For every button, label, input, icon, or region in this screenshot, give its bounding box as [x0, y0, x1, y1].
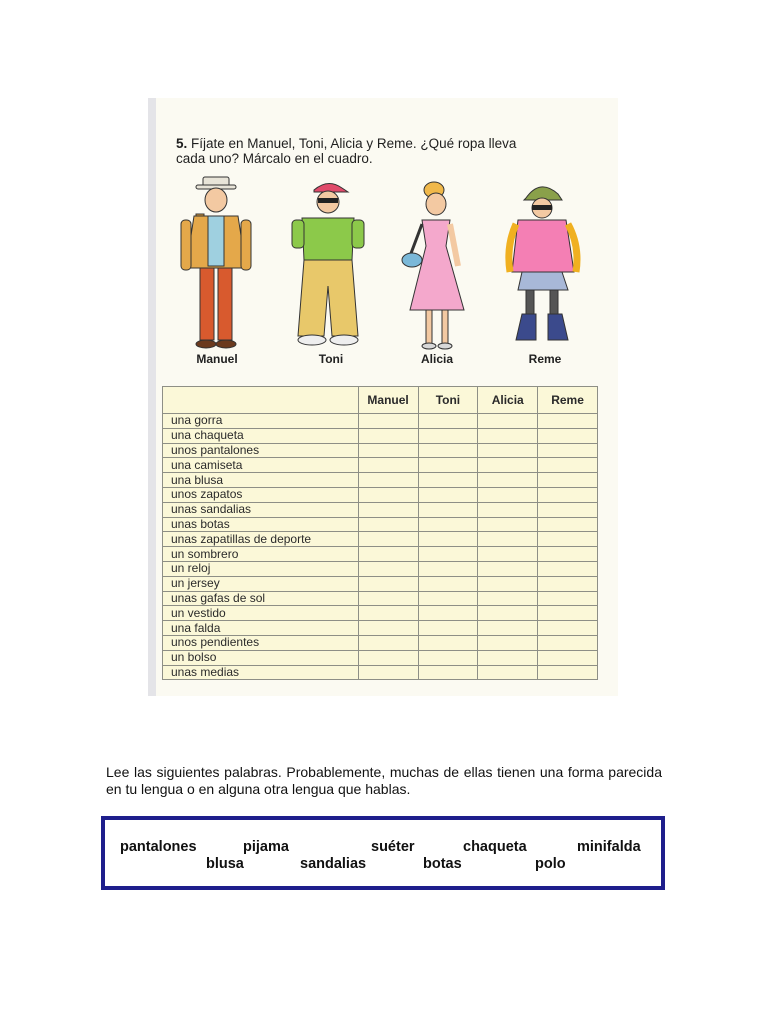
- intro-paragraph: Lee las siguientes palabras. Probablemente, muchas de ellas tienen una forma parecida en tu lengua o en alguna otra lengua que hablas.: [106, 764, 662, 797]
- exercise-line-2: cada uno? Márcalo en el cuadro.: [176, 151, 373, 166]
- table-row: [163, 665, 598, 680]
- check-cell-reme[interactable]: [538, 606, 598, 621]
- table-row: [163, 458, 598, 473]
- check-cell-reme[interactable]: [538, 621, 598, 636]
- check-cell-alicia[interactable]: [478, 517, 538, 532]
- figure-name-alicia: Alicia: [420, 352, 453, 366]
- table-row: [163, 621, 598, 636]
- check-cell-toni[interactable]: [418, 502, 478, 517]
- check-cell-manuel[interactable]: [358, 502, 418, 517]
- clothing-item-label: unos pendientes: [163, 635, 359, 650]
- check-cell-alicia[interactable]: [478, 487, 538, 502]
- check-cell-alicia[interactable]: [478, 576, 538, 591]
- check-cell-manuel[interactable]: [358, 576, 418, 591]
- table-row: [163, 561, 598, 576]
- check-cell-toni[interactable]: [418, 517, 478, 532]
- check-cell-alicia[interactable]: [478, 473, 538, 488]
- clothing-item-label: un sombrero: [163, 547, 359, 562]
- header-alicia: Alicia: [478, 387, 538, 414]
- exercise-instructions: [176, 136, 606, 166]
- clothing-item-label: unas botas: [163, 517, 359, 532]
- clothing-item-label: unos pantalones: [163, 443, 359, 458]
- check-cell-manuel[interactable]: [358, 650, 418, 665]
- check-cell-manuel[interactable]: [358, 606, 418, 621]
- word-sueter: suéter: [371, 839, 415, 855]
- clothing-item-label: una blusa: [163, 473, 359, 488]
- check-cell-manuel[interactable]: [358, 547, 418, 562]
- check-cell-reme[interactable]: [538, 576, 598, 591]
- word-botas: botas: [423, 856, 462, 872]
- check-cell-reme[interactable]: [538, 502, 598, 517]
- word-sandalias: sandalias: [300, 856, 367, 872]
- check-cell-toni[interactable]: [418, 665, 478, 680]
- exercise-number: 5.: [176, 136, 188, 151]
- figure-toni: [278, 176, 378, 352]
- table-body: [163, 414, 598, 680]
- table-row: [163, 517, 598, 532]
- check-cell-alicia[interactable]: [478, 606, 538, 621]
- clothing-item-label: un vestido: [163, 606, 359, 621]
- exercise-line-1: Fíjate en Manuel, Toni, Alicia y Reme. ¿Qué ropa lleva: [191, 136, 517, 151]
- check-cell-reme[interactable]: [538, 473, 598, 488]
- word-pijama: pijama: [243, 839, 289, 855]
- check-cell-alicia[interactable]: [478, 502, 538, 517]
- check-cell-toni[interactable]: [418, 561, 478, 576]
- check-cell-alicia[interactable]: [478, 591, 538, 606]
- check-cell-reme[interactable]: [538, 458, 598, 473]
- word-polo: polo: [535, 856, 566, 872]
- manuel-illustration: [166, 176, 266, 352]
- figure-name-toni: Toni: [318, 352, 344, 366]
- check-cell-manuel[interactable]: [358, 414, 418, 429]
- clothing-item-label: unos zapatos: [163, 487, 359, 502]
- check-cell-reme[interactable]: [538, 428, 598, 443]
- check-cell-manuel[interactable]: [358, 428, 418, 443]
- table-row: [163, 576, 598, 591]
- header-reme: Reme: [538, 387, 598, 414]
- check-cell-manuel[interactable]: [358, 517, 418, 532]
- check-cell-alicia[interactable]: [478, 532, 538, 547]
- check-cell-reme[interactable]: [538, 517, 598, 532]
- check-cell-toni[interactable]: [418, 591, 478, 606]
- clothing-item-label: un jersey: [163, 576, 359, 591]
- scan-edge: [148, 98, 156, 696]
- check-cell-toni[interactable]: [418, 458, 478, 473]
- table-header-row: [163, 387, 598, 414]
- check-cell-toni[interactable]: [418, 635, 478, 650]
- clothing-item-label: un bolso: [163, 650, 359, 665]
- check-cell-alicia[interactable]: [478, 443, 538, 458]
- check-cell-alicia[interactable]: [478, 650, 538, 665]
- table-row: [163, 606, 598, 621]
- check-cell-reme[interactable]: [538, 635, 598, 650]
- check-cell-reme[interactable]: [538, 532, 598, 547]
- check-cell-manuel[interactable]: [358, 635, 418, 650]
- check-cell-toni[interactable]: [418, 414, 478, 429]
- table-row: [163, 473, 598, 488]
- table-row: [163, 487, 598, 502]
- word-pantalones: pantalones: [120, 839, 197, 855]
- check-cell-reme[interactable]: [538, 650, 598, 665]
- check-cell-toni[interactable]: [418, 606, 478, 621]
- clothing-item-label: una camiseta: [163, 458, 359, 473]
- clothing-item-label: una gorra: [163, 414, 359, 429]
- check-cell-manuel[interactable]: [358, 591, 418, 606]
- table-row: [163, 443, 598, 458]
- check-cell-reme[interactable]: [538, 665, 598, 680]
- check-cell-reme[interactable]: [538, 414, 598, 429]
- clothing-item-label: un reloj: [163, 561, 359, 576]
- check-cell-toni[interactable]: [418, 547, 478, 562]
- word-blusa: blusa: [206, 856, 244, 872]
- word-box: [101, 816, 665, 890]
- check-cell-toni[interactable]: [418, 428, 478, 443]
- table-row: [163, 502, 598, 517]
- figure-name-reme: Reme: [528, 352, 562, 366]
- check-cell-manuel[interactable]: [358, 458, 418, 473]
- check-cell-alicia[interactable]: [478, 547, 538, 562]
- reme-illustration: [496, 176, 596, 352]
- check-cell-toni[interactable]: [418, 473, 478, 488]
- figure-name-manuel: Manuel: [196, 352, 238, 366]
- table-row: [163, 414, 598, 429]
- table-row: [163, 428, 598, 443]
- clothing-item-label: unas gafas de sol: [163, 591, 359, 606]
- check-cell-manuel[interactable]: [358, 561, 418, 576]
- toni-illustration: [278, 176, 378, 352]
- header-manuel: Manuel: [358, 387, 418, 414]
- check-cell-manuel[interactable]: [358, 621, 418, 636]
- check-cell-reme[interactable]: [538, 487, 598, 502]
- check-cell-reme[interactable]: [538, 591, 598, 606]
- check-cell-alicia[interactable]: [478, 428, 538, 443]
- check-cell-reme[interactable]: [538, 561, 598, 576]
- table-row: [163, 547, 598, 562]
- alicia-illustration: [388, 176, 488, 352]
- clothing-item-label: una chaqueta: [163, 428, 359, 443]
- table-row: [163, 635, 598, 650]
- check-cell-alicia[interactable]: [478, 621, 538, 636]
- clothing-item-label: unas sandalias: [163, 502, 359, 517]
- check-cell-manuel[interactable]: [358, 443, 418, 458]
- check-cell-toni[interactable]: [418, 532, 478, 547]
- word-minifalda: minifalda: [577, 839, 641, 855]
- header-blank: [163, 387, 359, 414]
- header-toni: Toni: [418, 387, 478, 414]
- check-cell-toni[interactable]: [418, 576, 478, 591]
- check-cell-manuel[interactable]: [358, 473, 418, 488]
- check-cell-toni[interactable]: [418, 443, 478, 458]
- check-cell-manuel[interactable]: [358, 665, 418, 680]
- clothing-item-label: unas medias: [163, 665, 359, 680]
- clothing-table: [162, 386, 598, 680]
- check-cell-alicia[interactable]: [478, 561, 538, 576]
- table-row: [163, 650, 598, 665]
- check-cell-alicia[interactable]: [478, 458, 538, 473]
- check-cell-alicia[interactable]: [478, 635, 538, 650]
- table-row: [163, 532, 598, 547]
- word-chaqueta: chaqueta: [463, 839, 527, 855]
- check-cell-toni[interactable]: [418, 621, 478, 636]
- figure-alicia: [388, 176, 488, 352]
- check-cell-manuel[interactable]: [358, 487, 418, 502]
- table-row: [163, 591, 598, 606]
- check-cell-toni[interactable]: [418, 487, 478, 502]
- check-cell-toni[interactable]: [418, 650, 478, 665]
- clothing-item-label: una falda: [163, 621, 359, 636]
- check-cell-reme[interactable]: [538, 547, 598, 562]
- figure-reme: [496, 176, 596, 352]
- clothing-item-label: unas zapatillas de deporte: [163, 532, 359, 547]
- check-cell-alicia[interactable]: [478, 665, 538, 680]
- check-cell-manuel[interactable]: [358, 532, 418, 547]
- figure-manuel: [166, 176, 266, 352]
- check-cell-reme[interactable]: [538, 443, 598, 458]
- check-cell-alicia[interactable]: [478, 414, 538, 429]
